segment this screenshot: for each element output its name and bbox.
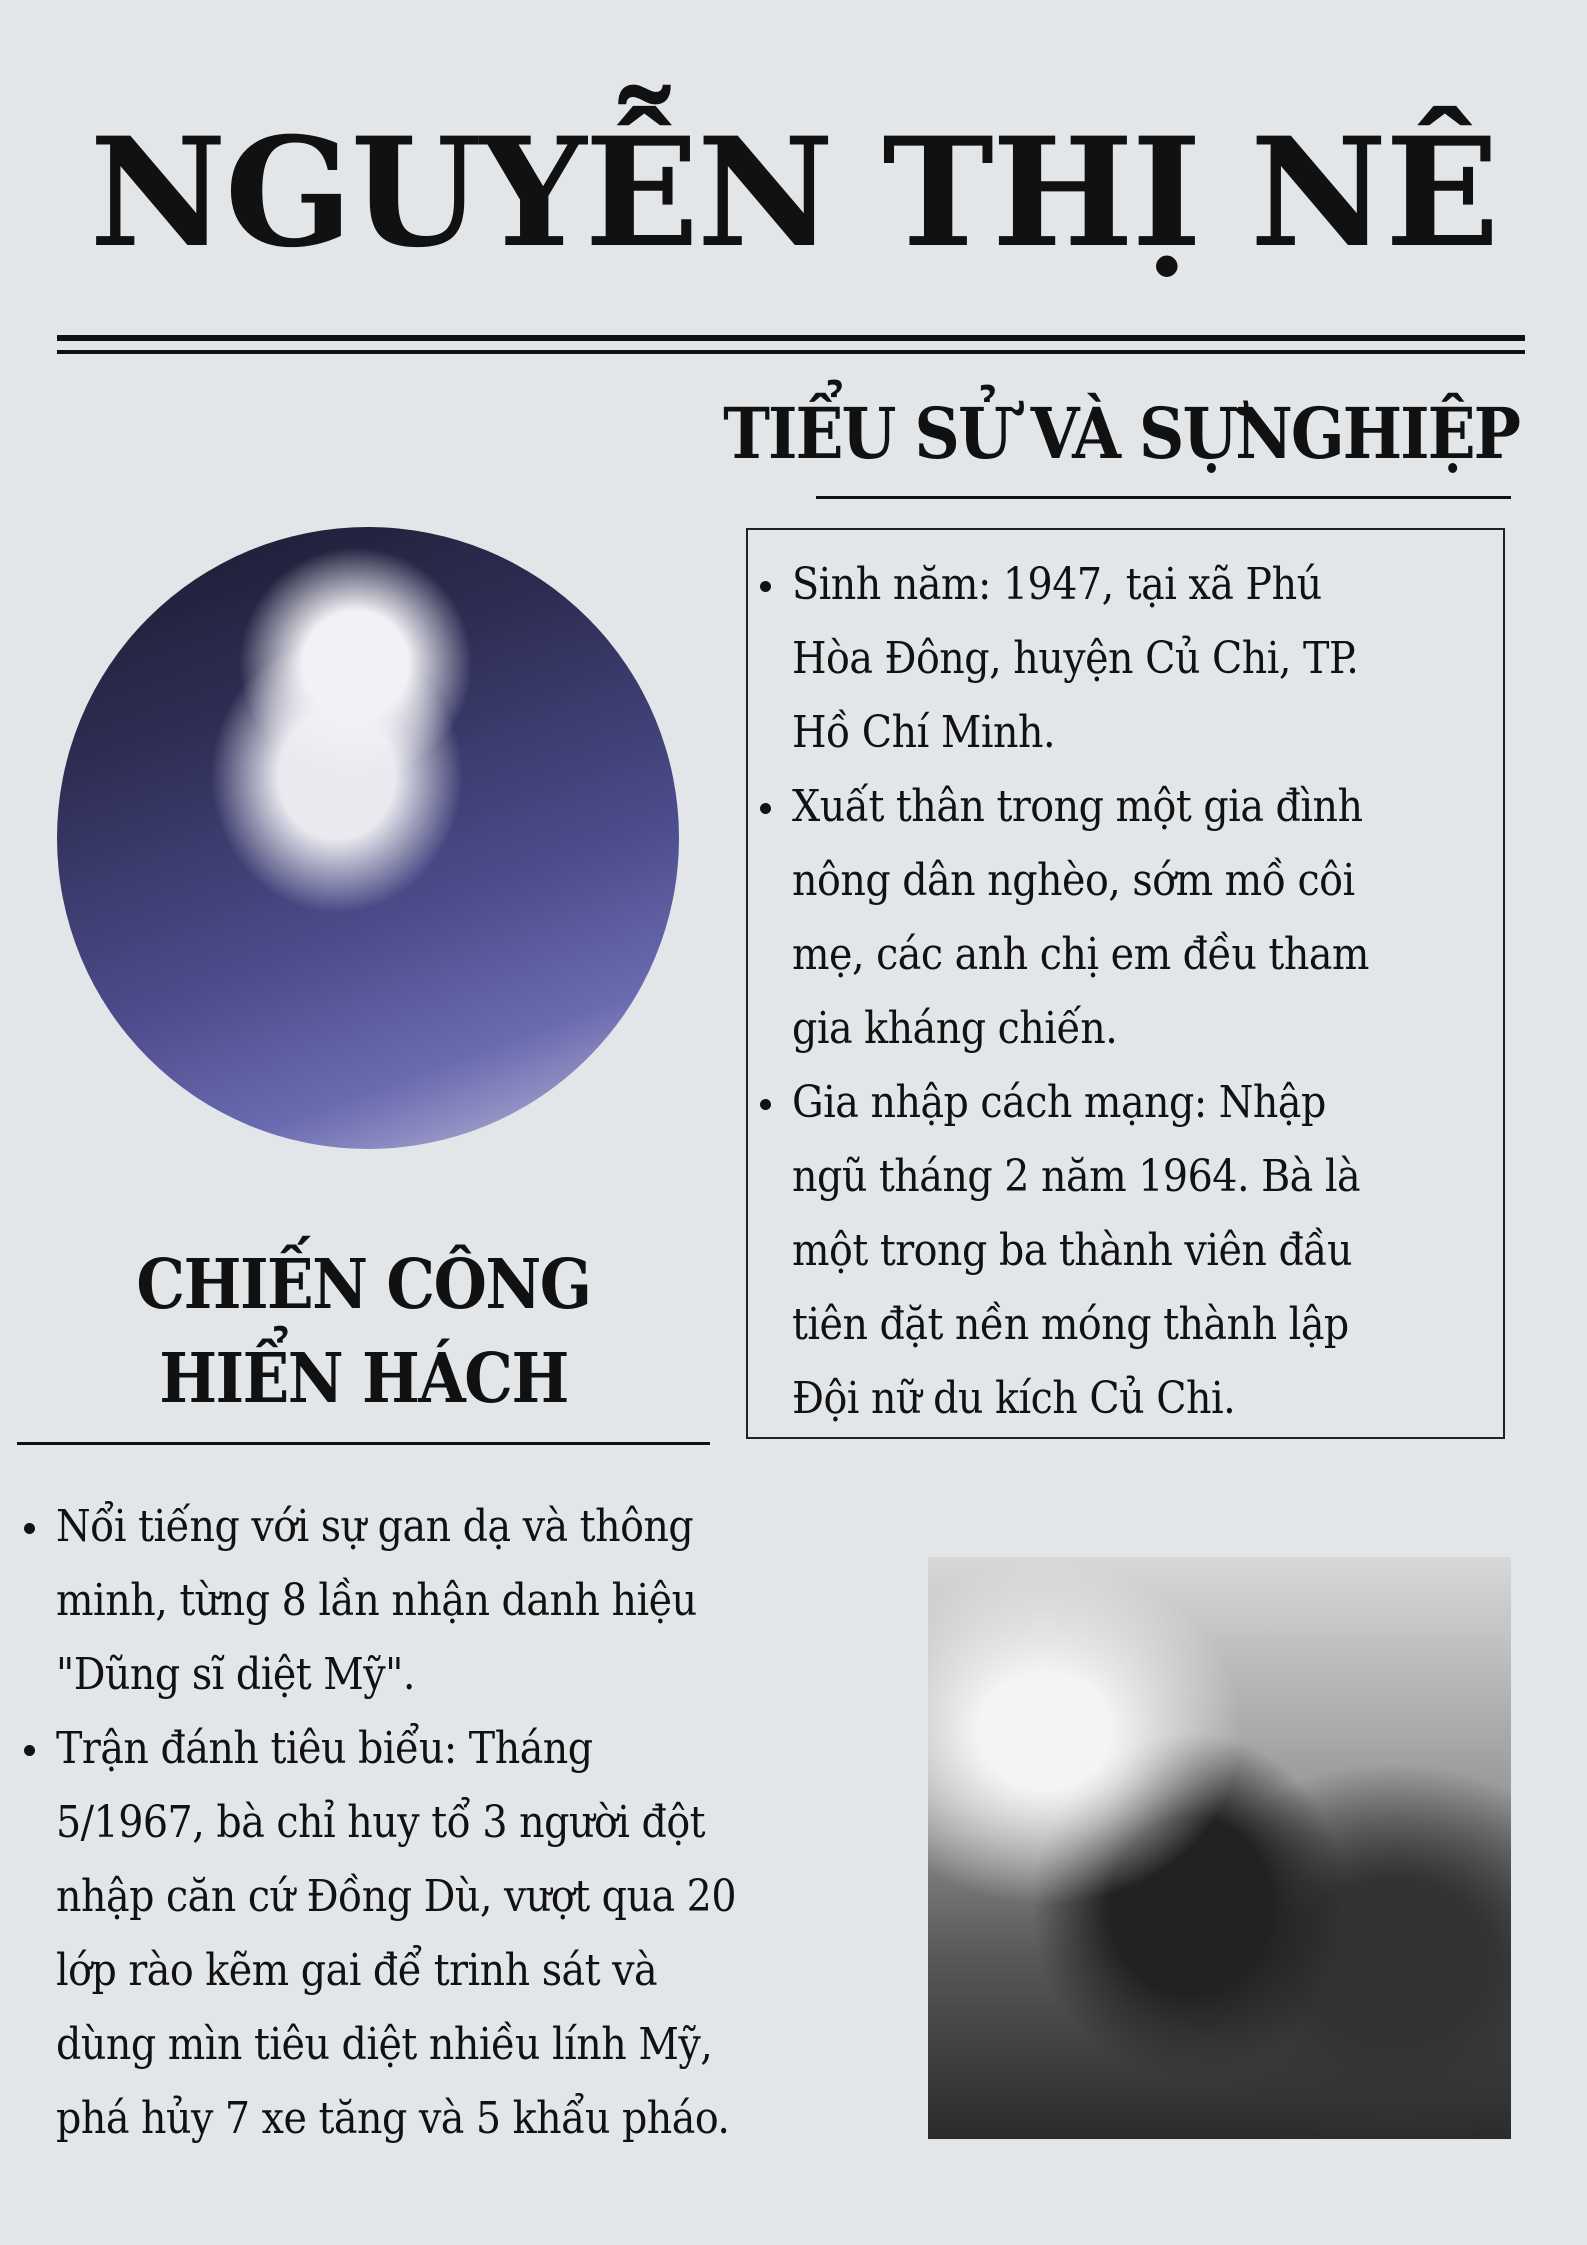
text-line: tiên đặt nền móng thành lập	[792, 1299, 1349, 1350]
text-line: nhập căn cứ Đồng Dù, vượt qua 20	[56, 1871, 737, 1922]
text-line: Trận đánh tiêu biểu: Tháng	[56, 1723, 593, 1774]
text-line: Nổi tiếng với sự gan dạ và thông	[56, 1501, 694, 1552]
text-line: một trong ba thành viên đầu	[792, 1225, 1353, 1276]
biography-list	[752, 548, 1369, 1436]
text-line: Sinh năm: 1947, tại xã Phú	[792, 559, 1322, 610]
text-line: Gia nhập cách mạng: Nhập	[792, 1077, 1326, 1128]
text-line: phá hủy 7 xe tăng và 5 khẩu pháo.	[56, 2093, 730, 2144]
page-title: NGUYỄN THỊ NÊ	[89, 105, 1498, 281]
title-divider-top	[57, 335, 1525, 341]
text-line: Đội nữ du kích Củ Chi.	[792, 1373, 1236, 1424]
achievement-item	[16, 1712, 736, 2156]
achievements-list	[16, 1490, 736, 2156]
achievement-item	[16, 1490, 736, 1712]
text-line: minh, từng 8 lần nhận danh hiệu	[56, 1575, 697, 1626]
biography-item	[752, 1066, 1369, 1436]
achievements-underline	[17, 1442, 710, 1445]
text-line: dùng mìn tiêu diệt nhiều lính Mỹ,	[56, 2019, 713, 2070]
heading-line: CHIẾN CÔNG	[136, 1245, 591, 1325]
heading-line: HIỂN HÁCH	[159, 1339, 568, 1419]
text-line: Hòa Đông, huyện Củ Chi, TP.	[792, 633, 1359, 684]
biography-underline	[816, 496, 1511, 499]
section-heading-biography: TIỂU SỬ VÀ SỰNGHIỆP	[723, 392, 1519, 475]
battle-photo	[928, 1557, 1511, 2139]
biography-item	[752, 770, 1369, 1066]
text-line: nông dân nghèo, sớm mồ côi	[792, 855, 1355, 906]
portrait-photo	[57, 527, 679, 1149]
text-line: gia kháng chiến.	[792, 1003, 1118, 1054]
text-line: Hồ Chí Minh.	[792, 707, 1056, 758]
text-line: ngũ tháng 2 năm 1964. Bà là	[792, 1151, 1361, 1202]
text-line: Xuất thân trong một gia đình	[792, 781, 1363, 832]
text-line: 5/1967, bà chỉ huy tổ 3 người đột	[56, 1797, 706, 1848]
text-line: mẹ, các anh chị em đều tham	[792, 929, 1369, 980]
title-divider-bottom	[57, 350, 1525, 354]
biography-item	[752, 548, 1369, 770]
text-line: lớp rào kẽm gai để trinh sát và	[56, 1945, 658, 1996]
text-line: "Dũng sĩ diệt Mỹ".	[56, 1649, 415, 1700]
section-heading-achievements	[17, 1238, 710, 1426]
